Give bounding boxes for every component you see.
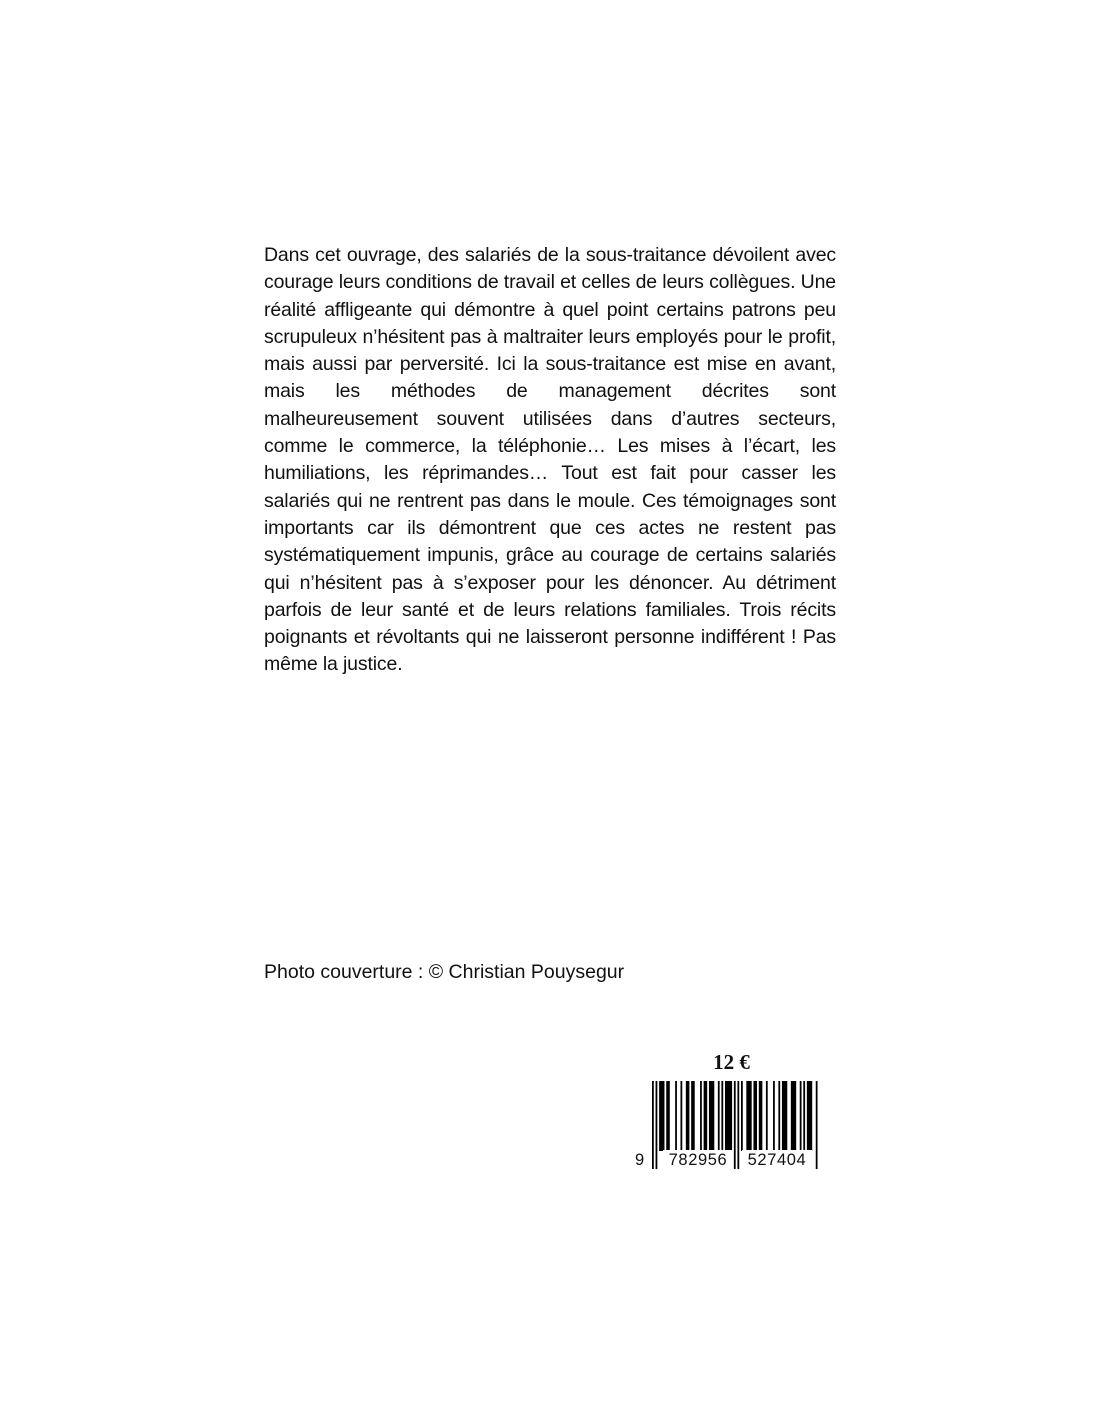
barcode-bar-15 <box>737 1081 739 1169</box>
barcode-bar-22 <box>778 1081 780 1151</box>
barcode-bar-8 <box>700 1081 702 1151</box>
barcode-bar-0 <box>652 1081 654 1169</box>
barcode-bar-24 <box>791 1081 796 1151</box>
barcode-bar-19 <box>759 1081 763 1151</box>
barcode-bar-10 <box>709 1081 714 1151</box>
barcode-bar-23 <box>782 1081 787 1151</box>
barcode-bar-7 <box>691 1081 695 1151</box>
barcode-bar-4 <box>675 1081 677 1151</box>
barcode-bar-5 <box>680 1081 682 1151</box>
barcode-bar-2 <box>659 1081 664 1151</box>
barcode-bar-11 <box>718 1081 720 1151</box>
barcode-bar-1 <box>656 1081 658 1169</box>
photo-credit: Photo couverture : © Christian Pouysegur <box>264 961 625 983</box>
barcode-right-digits: 527404 <box>742 1150 812 1170</box>
barcode-bar-17 <box>746 1081 751 1151</box>
barcode-bar-9 <box>704 1081 708 1151</box>
barcode-bar-14 <box>734 1081 736 1169</box>
barcode-bar-13 <box>725 1081 732 1151</box>
barcode-bar-28 <box>816 1081 818 1169</box>
barcode-bar-18 <box>753 1081 757 1151</box>
barcode-bar-21 <box>773 1081 775 1151</box>
barcode-bar-12 <box>721 1081 723 1151</box>
price-label: 12 € <box>713 1050 750 1074</box>
back-cover-blurb: Dans cet ouvrage, des salariés de la sous-traitance dévoilent avec courage leurs conditions de travail et celles de leurs collègues. Une réalité affligeante qui démontre à quel point certains patrons peu scrupuleux n’hésitent pas à maltraiter leurs employés pour le profit, mais aussi par perversité. Ici la sous-traitance est mise en avant, mais les méthodes de management décrites sont malheureusement souvent utilisées dans d’autres secteurs, comme le commerce, la téléphonie… Les mises à l’écart, les humiliations, les réprimandes… Tout est fait pour casser les salariés qui ne rentrent pas dans le moule. Ces témoignages sont importants car ils démontrent que ces actes ne restent pas systématiquement impunis, grâce au courage de certains salariés qui n’hésitent pas à s’exposer pour les dénoncer. Au détriment parfois de leur santé et de leurs relations familiales. Trois récits poignants et révoltants qui ne laisseront personne indifférent ! Pas même la justice. <box>264 244 836 676</box>
barcode-left-digits: 782956 <box>663 1150 733 1170</box>
barcode-bar-16 <box>741 1081 743 1151</box>
barcode-bar-27 <box>807 1081 812 1151</box>
barcode-bar-25 <box>800 1081 802 1151</box>
barcode-bar-3 <box>666 1081 670 1151</box>
barcode-bar-26 <box>803 1081 805 1151</box>
barcode-bar-20 <box>766 1081 768 1151</box>
barcode-lead-digit: 9 <box>635 1151 645 1169</box>
barcode-bar-6 <box>686 1081 690 1151</box>
